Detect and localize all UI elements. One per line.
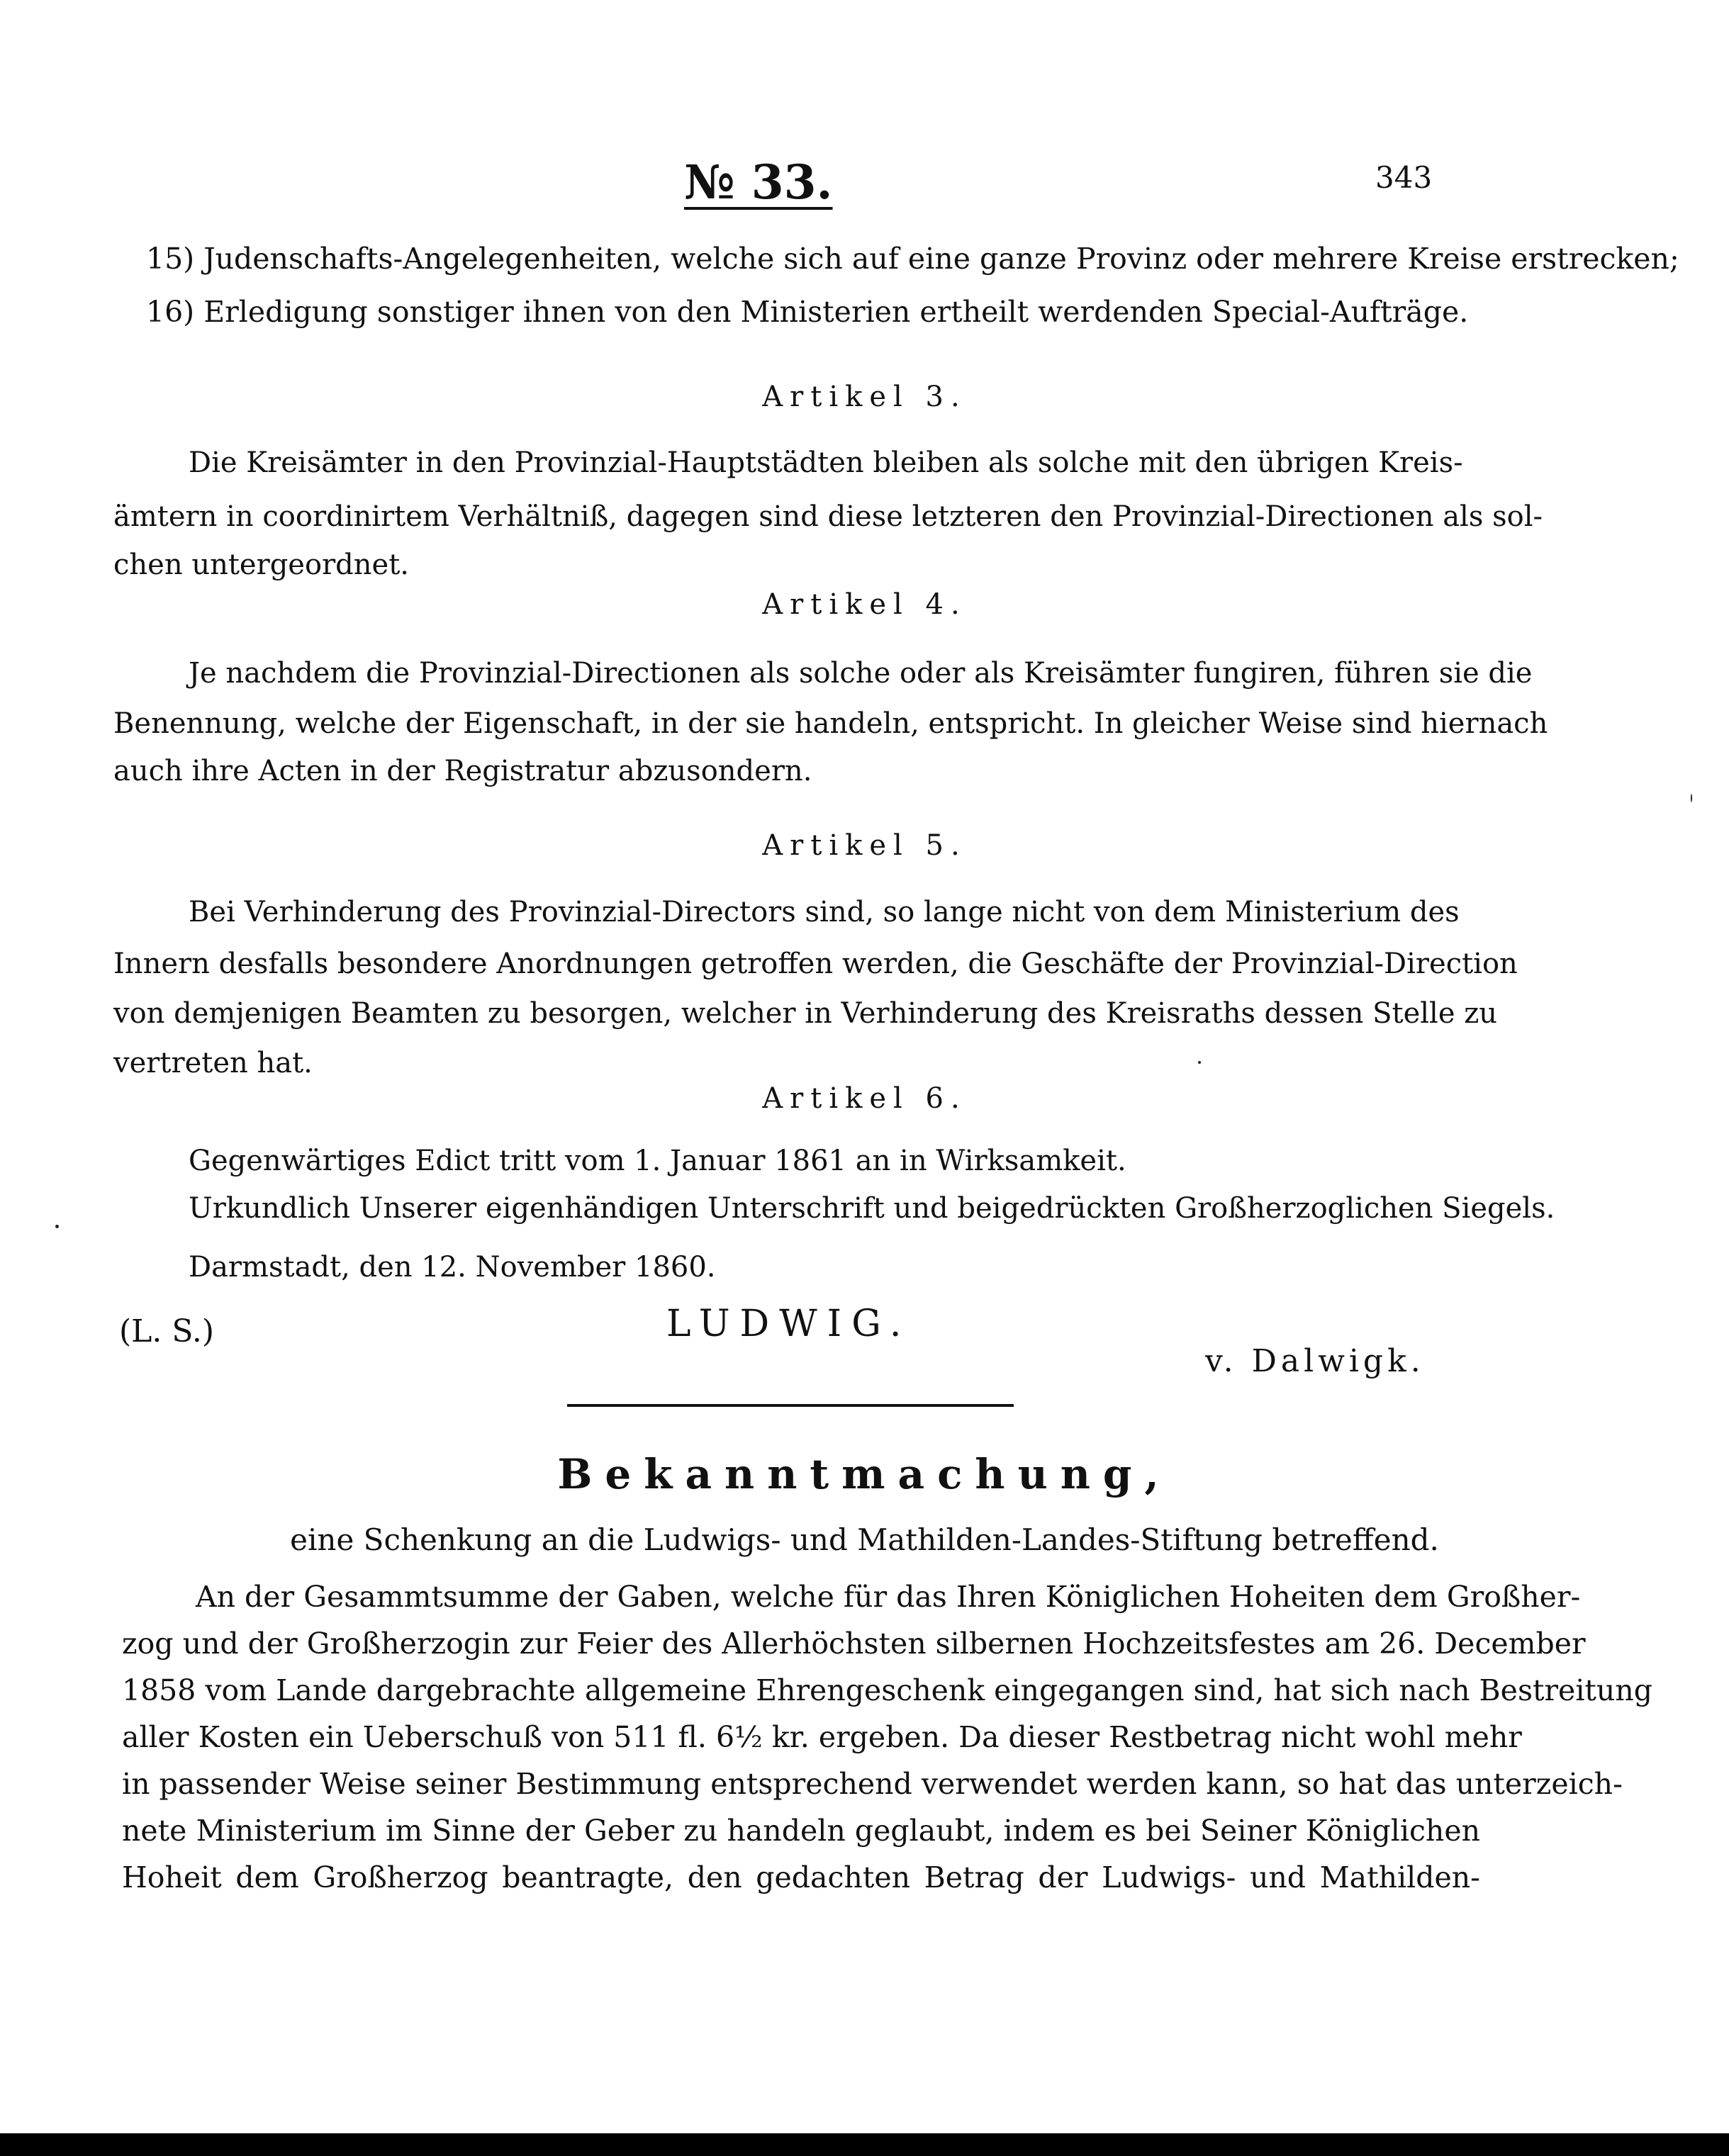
article-3-line-1: Die Kreisämter in den Provinzial-Hauptstädten bleiben als solche mit den übrigen Kreis- [189,447,1463,479]
article-4-line-3: auch ihre Acten in der Registratur abzusondern. [113,755,812,787]
scan-speck [55,1225,59,1228]
minister-signature: v. Dalwigk. [1205,1343,1425,1379]
announcement-line-2: zog und der Großherzogin zur Feier des Allerhöchsten silbernen Hochzeitsfestes am 26. December [122,1627,1586,1661]
article-3-line-3: chen untergeordnet. [113,549,410,581]
article-5-line-4: vertreten hat. [113,1047,313,1079]
scan-speck [1691,794,1692,802]
announcement-line-4: aller Kosten ein Ueberschuß von 511 fl. 6½ kr. ergeben. Da dieser Restbetrag nicht wohl mehr [122,1720,1522,1754]
article-6-heading: Artikel 6. [762,1082,967,1115]
article-5-line-1: Bei Verhinderung des Provinzial-Directors sind, so lange nicht von dem Ministerium des [189,896,1460,928]
article-4-line-1: Je nachdem die Provinzial-Directionen als solche oder als Kreisämter fungiren, führen sie die [189,657,1533,690]
seal-marker: (L. S.) [119,1313,215,1349]
scan-bottom-edge [0,2133,1729,2156]
page-number: 343 [1375,160,1433,195]
announcement-line-5: in passender Weise seiner Bestimmung entsprechend verwendet werden kann, so hat das unterzeich- [122,1767,1623,1801]
article-5-line-2: Innern desfalls besondere Anordnungen getroffen werden, die Geschäfte der Provinzial-Direction [113,948,1518,980]
article-6-line-2: Urkundlich Unserer eigenhändigen Unterschrift und beigedrückten Großherzoglichen Siegels. [189,1192,1555,1225]
article-3-heading: Artikel 3. [762,381,967,413]
article-4-heading: Artikel 4. [762,588,967,621]
list-item-15: 15) Judenschafts-Angelegenheiten, welche sich auf eine ganze Provinz oder mehrere Kreise erstrecken; [146,242,1679,276]
section-divider [567,1404,1014,1407]
article-6-line-1: Gegenwärtiges Edict tritt vom 1. Januar 1861 an in Wirksamkeit. [189,1145,1126,1177]
article-6-date: Darmstadt, den 12. November 1860. [189,1251,716,1284]
article-5-heading: Artikel 5. [762,829,967,862]
signature-name: LUDWIG. [666,1303,912,1345]
article-5-line-3: von demjenigen Beamten zu besorgen, welcher in Verhinderung des Kreisraths dessen Stelle zu [113,997,1498,1030]
announcement-line-6: nete Ministerium im Sinne der Geber zu handeln geglaubt, indem es bei Seiner Königlichen [122,1814,1480,1848]
article-4-line-2: Benennung, welche der Eigenschaft, in der sie handeln, entspricht. In gleicher Weise sind hiernach [113,707,1548,740]
announcement-line-3: 1858 vom Lande dargebrachte allgemeine Ehrengeschenk eingegangen sind, hat sich nach Bestreitung [122,1673,1652,1707]
scan-speck [1198,1061,1201,1064]
article-3-line-2: ämtern in coordinirtem Verhältniß, dagegen sind diese letzteren den Provinzial-Directionen als sol- [113,500,1543,533]
announcement-line-1: An der Gesammtsumme der Gaben, welche für das Ihren Königlichen Hoheiten dem Großher- [196,1580,1581,1614]
announcement-subtitle: eine Schenkung an die Ludwigs- und Mathilden-Landes-Stiftung betreffend. [290,1522,1439,1557]
issue-number: № 33. [684,155,833,210]
announcement-title: Bekanntmachung, [557,1450,1172,1498]
list-item-16: 16) Erledigung sonstiger ihnen von den Ministerien ertheilt werdenden Special-Aufträge. [146,295,1469,329]
announcement-line-7: Hoheit dem Großherzog beantragte, den gedachten Betrag der Ludwigs- und Mathilden- [122,1860,1480,1894]
